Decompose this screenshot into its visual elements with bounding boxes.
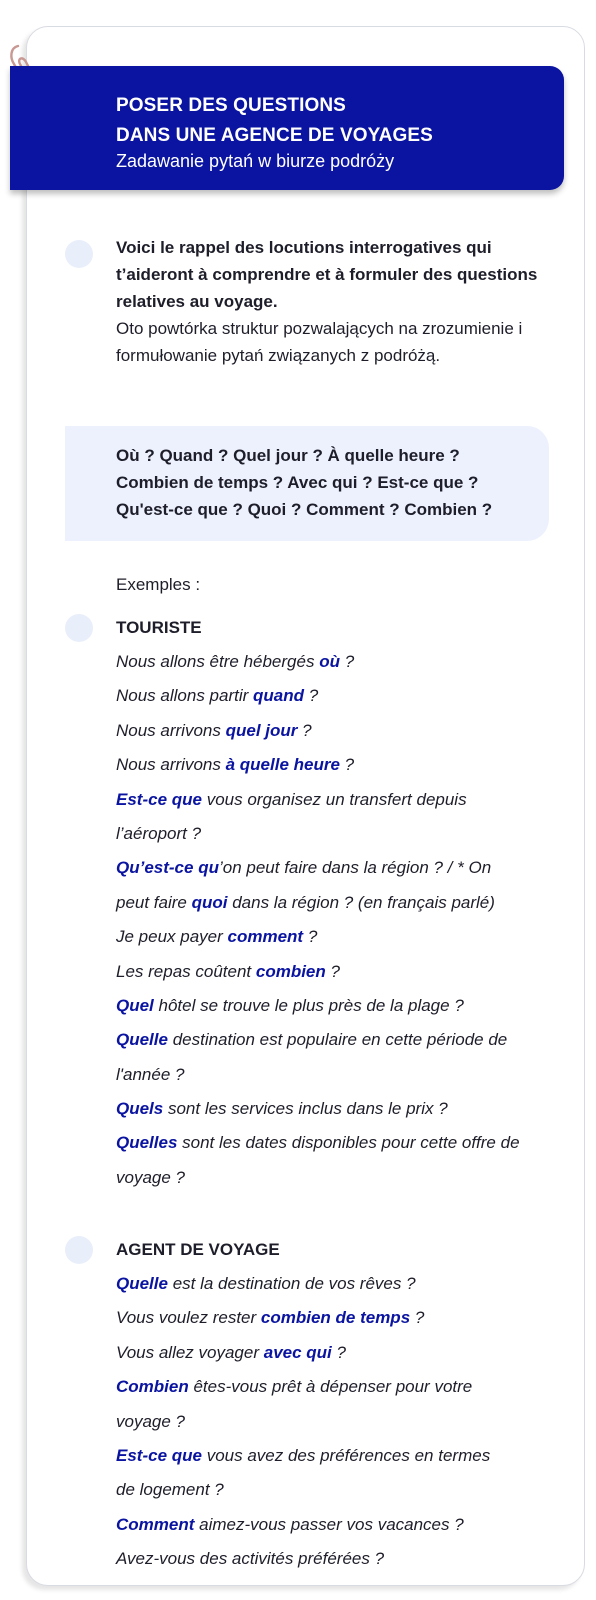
question-word: quoi <box>191 892 228 912</box>
question-text: hôtel se trouve le plus près de la plage ? <box>153 995 464 1015</box>
question-text: destination est populaire en cette période de <box>167 1030 508 1050</box>
agent-question-line <box>116 1336 561 1370</box>
question-word: combien <box>255 961 326 981</box>
tourist-questions <box>116 645 561 1195</box>
question-text: dans la région ? (en français parlé) <box>227 892 495 912</box>
question-word: quand <box>253 686 305 706</box>
question-text: Avez-vous des activités préférées ? <box>116 1549 385 1569</box>
tourist-question-line <box>116 1161 561 1195</box>
tourist-question-line <box>116 679 561 713</box>
question-text: est la destination de vos rêves ? <box>167 1274 416 1293</box>
question-text: êtes-vous prêt à dépenser pour votre <box>188 1377 473 1397</box>
question-words-box <box>65 426 549 541</box>
question-text: Nous arrivons <box>116 720 226 740</box>
question-word: Qu’est-ce qu <box>116 858 219 878</box>
question-text: Vous allez voyager <box>116 1342 264 1362</box>
tourist-question-line <box>116 1023 561 1057</box>
examples-label: Exemples : <box>116 575 201 594</box>
question-word: Quelles <box>116 1133 178 1153</box>
question-text: vous organisez un transfert depuis <box>201 789 467 809</box>
question-text: ? <box>410 1308 425 1328</box>
question-words-line: Qu'est-ce que ? Quoi ? Comment ? Combien ? <box>116 500 493 519</box>
question-text: vous avez des préférences en termes <box>201 1445 491 1465</box>
question-word: quel jour <box>225 720 298 740</box>
question-word: Comment <box>116 1514 195 1534</box>
question-words <box>116 442 546 523</box>
question-text: l'année ? <box>116 1064 185 1084</box>
tourist-question-line <box>116 817 561 851</box>
question-word: où <box>319 652 340 671</box>
question-text: voyage ? <box>116 1167 185 1187</box>
question-text: ? <box>304 686 319 706</box>
tourist-heading: TOURISTE <box>116 618 202 637</box>
tourist-question-line <box>116 783 561 817</box>
question-text: aimez-vous passer vos vacances ? <box>194 1514 464 1534</box>
question-text: ? <box>303 927 318 947</box>
tourist-question-line <box>116 1092 561 1126</box>
question-text: ? <box>331 1342 346 1362</box>
intro-polish: Oto powtórka struktur pozwalających na zrozumienie i formułowanie pytań związanych z podróżą. <box>116 319 523 365</box>
tourist-question-line <box>116 748 561 782</box>
question-word: Quel <box>116 995 154 1015</box>
title-polish: Zadawanie pytań w biurze podróży <box>116 151 395 171</box>
agent-question-line <box>116 1370 561 1404</box>
question-text: ’on peut faire dans la région ? / * On <box>218 858 492 878</box>
question-word: Est-ce que <box>116 1445 202 1465</box>
tourist-question-line <box>116 886 561 920</box>
question-text: ? <box>325 961 340 981</box>
tourist-question-line <box>116 920 561 954</box>
question-text: Les repas coûtent <box>116 961 256 981</box>
question-text: ? <box>297 720 312 740</box>
agent-question-line <box>116 1508 561 1542</box>
question-word: à quelle heure <box>225 755 340 775</box>
question-text: peut faire <box>116 892 192 912</box>
question-word: comment <box>227 927 304 947</box>
question-text: sont les services inclus dans le prix ? <box>163 1099 448 1119</box>
tourist-question-line <box>116 989 561 1023</box>
agent-questions <box>116 1267 561 1577</box>
question-text: Nous allons partir <box>116 686 254 706</box>
question-text: Vous voulez rester <box>116 1308 261 1328</box>
agent-question-line <box>116 1473 561 1507</box>
tourist-question-line <box>116 714 561 748</box>
question-word: combien de temps <box>260 1308 411 1328</box>
tourist-question-line <box>116 1126 561 1160</box>
title-banner <box>10 66 564 190</box>
title-french: POSER DES QUESTIONS DANS UNE AGENCE DE VOYAGES <box>116 95 433 146</box>
agent-question-line <box>116 1301 561 1335</box>
question-words-line: Où ? Quand ? Quel jour ? À quelle heure ? <box>116 446 460 465</box>
question-text: voyage ? <box>116 1411 185 1431</box>
question-word: Combien <box>116 1377 189 1397</box>
bullet-dot <box>65 614 93 642</box>
question-word: Quelle <box>116 1274 168 1293</box>
question-text: Nous arrivons <box>116 755 226 775</box>
question-text: de logement ? <box>116 1480 224 1500</box>
question-word: Quelle <box>116 1030 168 1050</box>
tourist-question-line <box>116 851 561 885</box>
question-text: l’aéroport ? <box>116 823 202 843</box>
question-word: avec qui <box>263 1342 332 1362</box>
intro-text <box>116 234 546 369</box>
bullet-dot <box>65 1236 93 1264</box>
question-words-line: Combien de temps ? Avec qui ? Est-ce que ? <box>116 473 479 492</box>
question-text: ? <box>339 755 355 775</box>
agent-question-line <box>116 1542 561 1576</box>
bullet-dot <box>65 240 93 268</box>
question-text: ? <box>339 652 355 671</box>
agent-question-line <box>116 1267 561 1301</box>
question-word: Est-ce que <box>116 789 202 809</box>
agent-question-line <box>116 1405 561 1439</box>
intro-french: Voici le rappel des locutions interrogatives qui t’aideront à comprendre et à formuler des questions relatives au voyage. <box>116 238 538 311</box>
agent-question-line <box>116 1439 561 1473</box>
agent-heading: AGENT DE VOYAGE <box>116 1240 280 1259</box>
tourist-question-line <box>116 955 561 989</box>
question-text: Je peux payer <box>116 927 228 947</box>
tourist-question-line <box>116 645 561 679</box>
question-word: Quels <box>116 1099 164 1119</box>
question-text: sont les dates disponibles pour cette offre de <box>177 1133 520 1153</box>
question-text: Nous allons être hébergés <box>116 652 320 671</box>
tourist-question-line <box>116 1058 561 1092</box>
